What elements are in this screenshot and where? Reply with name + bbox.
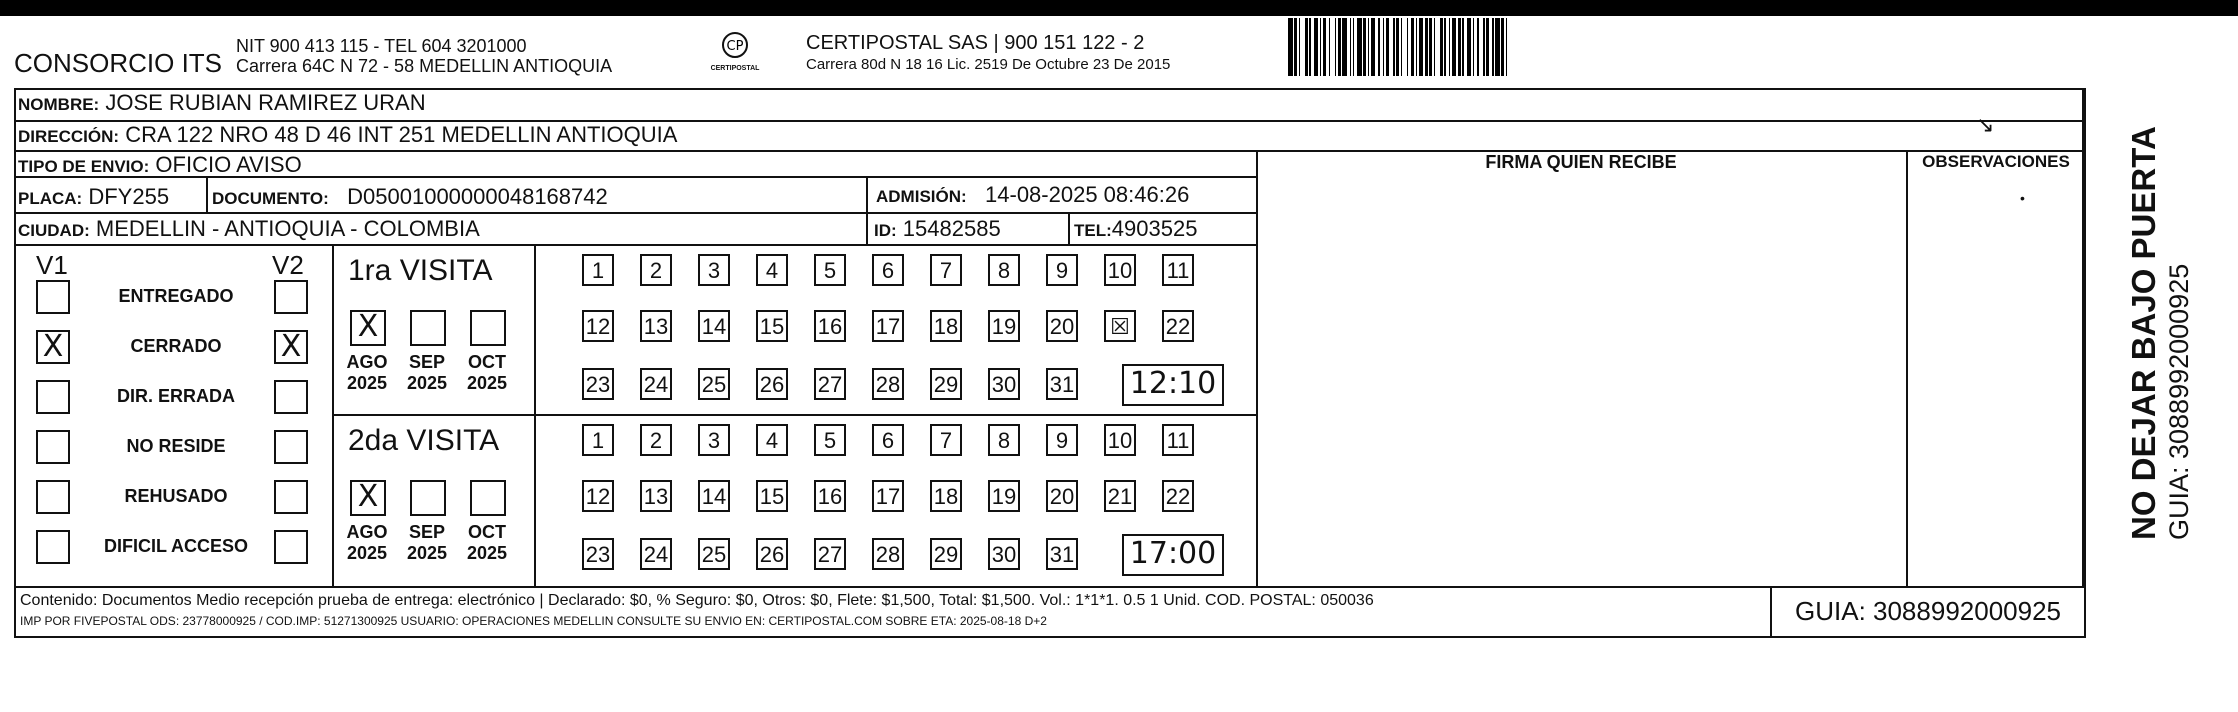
placa-field: PLACA: DFY255 (18, 184, 170, 209)
day-box[interactable]: 8 (988, 254, 1020, 286)
direccion-field: DIRECCIÓN: CRA 122 NRO 48 D 46 INT 251 MEDELLIN ANTIOQUIA (18, 122, 678, 147)
day-box[interactable]: 17 (872, 310, 904, 342)
status-label: REHUSADO (124, 486, 228, 506)
day-box[interactable]: 22 (1162, 480, 1194, 512)
day-box[interactable]: 19 (988, 310, 1020, 342)
footer-guia: GUIA: 3088992000925 (1795, 596, 2061, 626)
svg-text:CP: CP (726, 39, 744, 54)
visit-time[interactable]: 12:10 (1122, 364, 1224, 406)
day-box[interactable]: 18 (930, 480, 962, 512)
day-box[interactable]: 4 (756, 424, 788, 456)
day-box[interactable]: 27 (814, 538, 846, 570)
documento-field: DOCUMENTO: D05001000000048168742 (212, 184, 608, 209)
day-box[interactable]: 10 (1104, 254, 1136, 286)
day-box[interactable]: 3 (698, 424, 730, 456)
contenido-text: Contenido: Documentos Medio recepción prueba de entrega: electrónico | Declarado: $0, % Seguro: $0, Otros: $0, Flete: $1,500, Total: $1,500. Vol.: 1*1*1. 0.5 1 Unid. COD. POSTAL: 050036 (20, 592, 1374, 609)
tipo-envio-field: TIPO DE ENVIO: OFICIO AVISO (18, 152, 302, 177)
day-box[interactable]: 4 (756, 254, 788, 286)
v2-check-mark: X (280, 329, 302, 364)
day-box[interactable]: 16 (814, 480, 846, 512)
day-box[interactable]: 10 (1104, 424, 1136, 456)
day-box[interactable]: 18 (930, 310, 962, 342)
pen-mark: ↘ (1976, 112, 1995, 137)
status-label: CERRADO (130, 336, 222, 356)
visit-title: 1ra VISITA (348, 254, 493, 287)
v1-checkbox[interactable] (36, 280, 70, 314)
day-box[interactable]: 9 (1046, 254, 1078, 286)
ciudad-value: MEDELLIN - ANTIOQUIA - COLOMBIA (95, 216, 480, 241)
certipostal-logo: CP CERTIPOSTAL (702, 30, 768, 72)
side-guia: GUIA: 3088992000925 (2164, 263, 2194, 540)
day-box[interactable]: 22 (1162, 310, 1194, 342)
day-box[interactable]: 24 (640, 368, 672, 400)
day-box[interactable]: 2 (640, 254, 672, 286)
month-label: OCT 2025 (466, 522, 508, 563)
barcode (1288, 18, 1924, 76)
day-box[interactable]: 26 (756, 368, 788, 400)
day-box[interactable]: 31 (1046, 538, 1078, 570)
nombre-field: NOMBRE: JOSE RUBIAN RAMIREZ URAN (18, 90, 426, 115)
day-box[interactable]: 29 (930, 538, 962, 570)
day-box[interactable]: 1 (582, 254, 614, 286)
day-box[interactable]: 29 (930, 368, 962, 400)
status-label: DIFICIL ACCESO (103, 536, 248, 556)
month-check-mark: X (357, 479, 379, 514)
day-box[interactable]: 20 (1046, 310, 1078, 342)
side-guia-block (2124, 126, 2194, 540)
day-box[interactable]: 5 (814, 254, 846, 286)
month-label: AGO 2025 (346, 522, 388, 563)
day-box[interactable]: 11 (1162, 424, 1194, 456)
v2-checkbox[interactable] (274, 430, 308, 464)
v1-checkbox[interactable] (36, 380, 70, 414)
day-box[interactable]: 21 (1104, 480, 1136, 512)
day-box[interactable]: 13 (640, 310, 672, 342)
day-box[interactable]: 1 (582, 424, 614, 456)
day-box[interactable]: 3 (698, 254, 730, 286)
admision-field: ADMISIÓN: 14-08-2025 08:46:26 (876, 182, 1190, 207)
day-box[interactable]: 28 (872, 368, 904, 400)
day-box[interactable]: 8 (988, 424, 1020, 456)
v1-check-mark: X (42, 329, 64, 364)
day-box[interactable]: 14 (698, 310, 730, 342)
placa-value: DFY255 (88, 184, 170, 209)
day-box[interactable]: 30 (988, 368, 1020, 400)
ciudad-field: CIUDAD: MEDELLIN - ANTIOQUIA - COLOMBIA (18, 216, 480, 241)
v2-checkbox[interactable] (274, 330, 308, 364)
day-box[interactable]: 26 (756, 538, 788, 570)
day-box[interactable]: 14 (698, 480, 730, 512)
month-label: AGO 2025 (346, 352, 388, 393)
documento-value: D05001000000048168742 (347, 184, 608, 209)
direccion-value: CRA 122 NRO 48 D 46 INT 251 MEDELLIN ANTIOQUIA (125, 122, 678, 147)
month-check-mark: X (357, 309, 379, 344)
month-label: SEP 2025 (406, 352, 448, 393)
observaciones-header: OBSERVACIONES (1922, 152, 2070, 171)
day-box[interactable]: 6 (872, 424, 904, 456)
day-box[interactable]: 20 (1046, 480, 1078, 512)
day-box[interactable]: 24 (640, 538, 672, 570)
v1-label: V1 (36, 250, 68, 280)
v1-checkbox[interactable] (36, 480, 70, 514)
carrier-address: Carrera 80d N 18 16 Lic. 2519 De Octubre 23 De 2015 (806, 56, 1171, 73)
v2-checkbox[interactable] (274, 480, 308, 514)
top-black-band (0, 0, 2238, 16)
day-box[interactable]: 6 (872, 254, 904, 286)
nombre-value: JOSE RUBIAN RAMIREZ URAN (105, 90, 426, 115)
day-box[interactable]: 30 (988, 538, 1020, 570)
day-box[interactable]: 7 (930, 424, 962, 456)
visit-time[interactable]: 17:00 (1122, 534, 1224, 576)
v2-checkbox[interactable] (274, 380, 308, 414)
company-address: Carrera 64C N 72 - 58 MEDELLIN ANTIOQUIA (236, 56, 613, 76)
day-box[interactable]: 28 (872, 538, 904, 570)
v1-checkbox[interactable] (36, 330, 70, 364)
day-box[interactable]: 31 (1046, 368, 1078, 400)
day-box[interactable]: 7 (930, 254, 962, 286)
day-box[interactable]: 5 (814, 424, 846, 456)
imp-text: IMP POR FIVEPOSTAL ODS: 23778000925 / COD.IMP: 51271300925 USUARIO: OPERACIONES MEDELLIN CONSULTE SU ENVIO EN: CERTIPOSTAL.COM SOBRE ETA: 2025-08-18 D+2 (20, 614, 1047, 628)
v2-label: V2 (272, 250, 304, 280)
month-checkbox[interactable] (410, 480, 446, 516)
day-box[interactable]: 23 (582, 368, 614, 400)
day-box[interactable]: 19 (988, 480, 1020, 512)
tel-value: 4903525 (1111, 216, 1198, 241)
status-label: DIR. ERRADA (116, 386, 235, 406)
company-nit: NIT 900 413 115 - TEL 604 3201000 (236, 36, 527, 56)
v2-checkbox[interactable] (274, 280, 308, 314)
status-label: ENTREGADO (118, 286, 234, 306)
observaciones-area[interactable] (1908, 176, 2084, 586)
day-box[interactable]: 16 (814, 310, 846, 342)
month-checkbox[interactable] (470, 310, 506, 346)
id-field: ID: 15482585 (874, 216, 1001, 241)
v1-checkbox[interactable] (36, 430, 70, 464)
day-box[interactable]: ☒ (1104, 310, 1136, 342)
firma-header: FIRMA QUIEN RECIBE (1485, 152, 1677, 172)
status-label: NO RESIDE (126, 436, 226, 456)
day-box[interactable]: 25 (698, 538, 730, 570)
id-value: 15482585 (902, 216, 1001, 241)
firma-area[interactable] (1256, 176, 1906, 586)
day-box[interactable]: 9 (1046, 424, 1078, 456)
side-no-dejar: NO DEJAR BAJO PUERTA (2125, 126, 2162, 540)
month-label: OCT 2025 (466, 352, 508, 393)
day-box[interactable]: 25 (698, 368, 730, 400)
tipo-envio-value: OFICIO AVISO (155, 152, 302, 177)
day-box[interactable]: 12 (582, 480, 614, 512)
day-box[interactable]: 11 (1162, 254, 1194, 286)
visit-title: 2da VISITA (348, 424, 500, 457)
day-box[interactable]: 17 (872, 480, 904, 512)
admision-value: 14-08-2025 08:46:26 (985, 182, 1190, 207)
month-checkbox[interactable] (470, 480, 506, 516)
pen-dot: • (2020, 190, 2025, 206)
day-box[interactable]: 12 (582, 310, 614, 342)
day-box[interactable]: 23 (582, 538, 614, 570)
v2-checkbox[interactable] (274, 530, 308, 564)
month-checkbox[interactable] (350, 480, 386, 516)
tel-field: TEL:4903525 (1074, 216, 1198, 241)
day-box[interactable]: 2 (640, 424, 672, 456)
day-box[interactable]: 15 (756, 480, 788, 512)
carrier-info: CERTIPOSTAL SAS | 900 151 122 - 2 (806, 32, 1145, 54)
day-box[interactable]: 15 (756, 310, 788, 342)
day-box[interactable]: 27 (814, 368, 846, 400)
day-box[interactable]: 13 (640, 480, 672, 512)
month-label: SEP 2025 (406, 522, 448, 563)
v1-checkbox[interactable] (36, 530, 70, 564)
company-name: CONSORCIO ITS (14, 48, 223, 78)
month-checkbox[interactable] (350, 310, 386, 346)
month-checkbox[interactable] (410, 310, 446, 346)
